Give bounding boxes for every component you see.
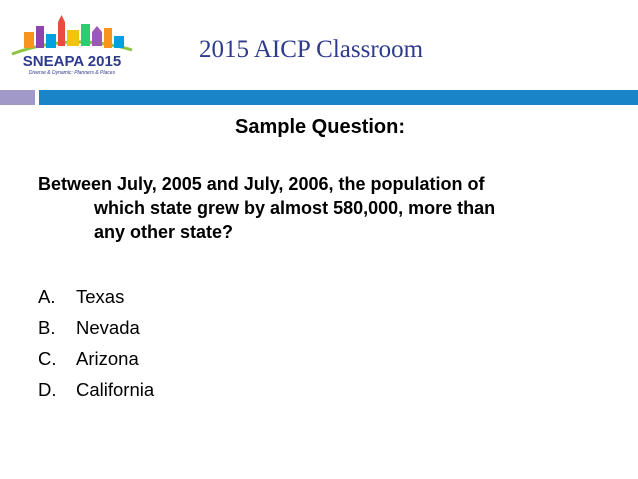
header-divider-bar — [0, 90, 638, 105]
logo-text: SNEAPA 2015 — [22, 53, 122, 70]
slide-header-title: 2015 AICP Classroom — [199, 36, 424, 63]
divider-blue-bar — [39, 90, 638, 105]
answer-option-c — [38, 348, 154, 379]
logo-tagline: Diverse & Dynamic: Planners & Places — [28, 70, 116, 76]
sample-question-heading-text: Sample Question: — [234, 116, 406, 138]
answer-option-a — [38, 286, 154, 317]
option-letter: B. — [38, 317, 56, 338]
sample-question-heading — [0, 116, 638, 139]
option-letter: D. — [38, 379, 57, 400]
question-line: any other state? — [94, 222, 234, 242]
question-line: Between July, 2005 and July, 2006, the population of — [38, 174, 485, 194]
option-text: Nevada — [76, 317, 140, 338]
option-text: California — [76, 379, 155, 400]
option-letter: C. — [38, 348, 57, 369]
option-letter: A. — [38, 286, 56, 307]
answer-options — [38, 286, 154, 410]
sneapa-logo — [6, 10, 138, 76]
question-text — [38, 172, 598, 244]
option-text: Texas — [76, 286, 125, 307]
option-text: Arizona — [76, 348, 139, 369]
answer-option-b — [38, 317, 154, 348]
answer-option-d — [38, 379, 154, 410]
question-line: which state grew by almost 580,000, more than — [94, 198, 496, 218]
divider-purple-block — [0, 90, 35, 105]
